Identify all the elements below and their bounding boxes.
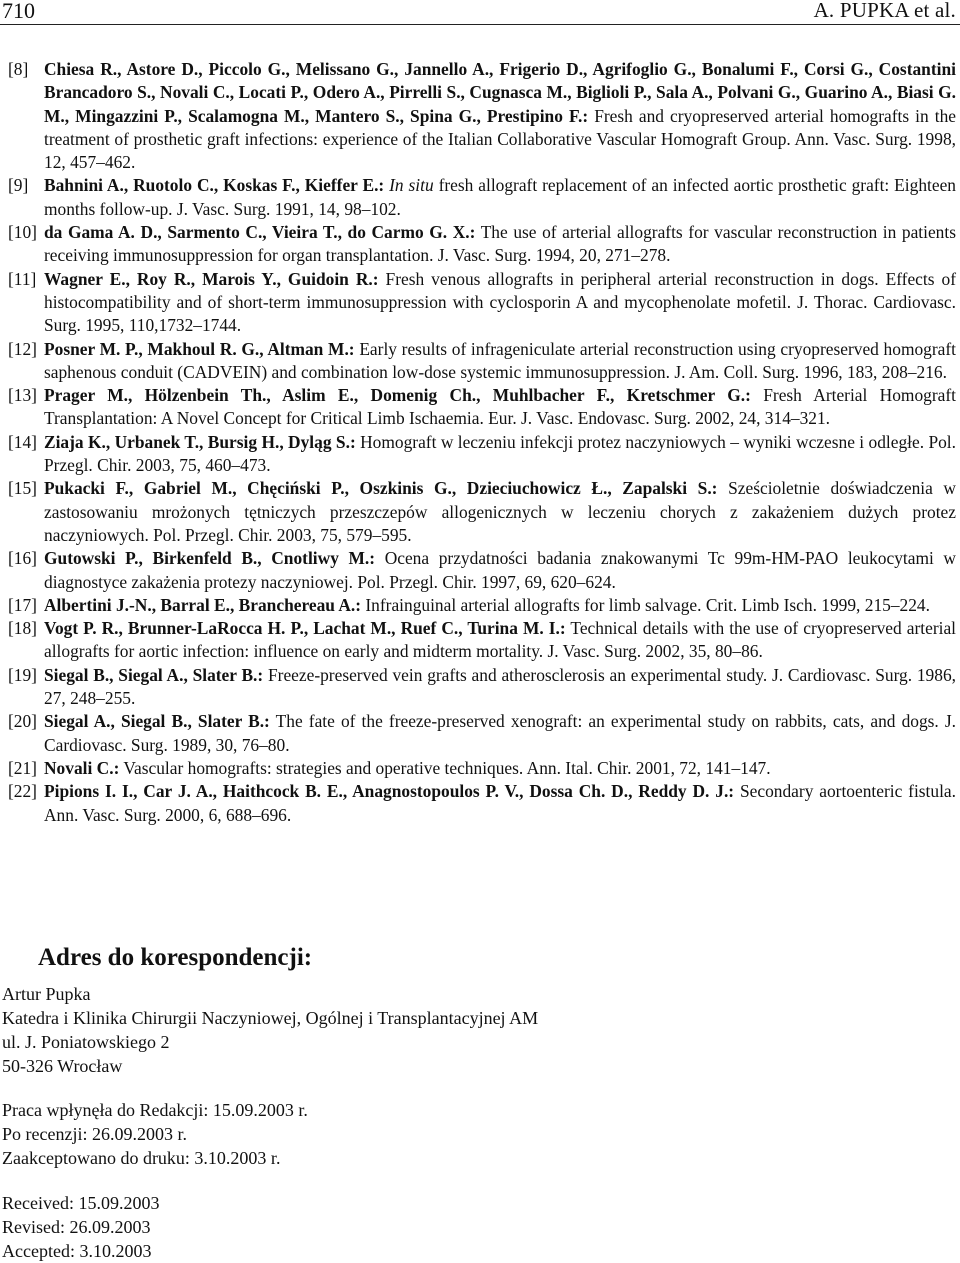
reference-number: [19] <box>8 664 37 685</box>
reference-text: The fate of the freeze-preserved xenograft: an experimental study on rabbits, cats, and dogs. J. Cardiovasc. Surg. 1989, 30, 76–80. <box>44 711 956 755</box>
reference-item <box>0 431 956 478</box>
dates-english <box>2 1191 159 1263</box>
reference-text: Secondary aortoenteric fistula. Ann. Vasc. Surg. 2000, 6, 688–696. <box>44 781 956 825</box>
reference-item <box>0 221 956 268</box>
reference-number: [8] <box>8 59 29 79</box>
reference-authors: Wagner E., Roy R., Marois Y., Guidoin R.: <box>44 268 379 289</box>
reference-text: The use of arterial allografts for vascular reconstruction in patients receiving immunosuppression for organ transplantation. J. Vasc. Surg. 1994, 20, 271–278. <box>44 222 956 266</box>
date-received-en: Received: 15.09.2003 <box>2 1193 160 1213</box>
reference-authors: Pipions I. I., Car J. A., Haithcock B. E., Anagnostopoulos P. V., Dossa Ch. D., Reddy D. J.: <box>44 781 735 802</box>
reference-text: Fresh venous allografts in peripheral arterial reconstruction in dogs. Effects of histocompatibility and of short-term immunosuppression with cyclosporin A and mycophenolate mofetil. J. Thorac. Cardiovasc. Surg. 1995, 110,1732–1744. <box>44 268 956 336</box>
reference-text: Technical details with the use of cryopreserved arterial allografts for aortic infection: influence on early and midterm mortality. J. Vasc. Surg. 2002, 35, 80–86. <box>44 618 956 662</box>
reference-number: [11] <box>8 268 37 289</box>
reference-number: [17] <box>8 594 37 615</box>
reference-number: [21] <box>8 757 37 778</box>
page-number: 710 <box>2 0 35 23</box>
reference-number: [13] <box>8 385 37 406</box>
reference-item <box>0 780 956 827</box>
dates-polish <box>2 1098 308 1170</box>
reference-authors: Bahnini A., Ruotolo C., Koskas F., Kieffer E.: <box>44 175 385 196</box>
reference-number: [18] <box>8 618 37 639</box>
reference-authors: Posner M. P., Makhoul R. G., Altman M.: <box>44 338 355 359</box>
reference-item <box>0 477 956 547</box>
correspondence-address <box>2 982 538 1078</box>
correspondence-street: ul. J. Poniatowskiego 2 <box>2 1032 170 1052</box>
reference-text: fresh allograft replacement of an infected aortic prosthetic graft: Eighteen months follow-up. J. Vasc. Surg. 1991, 14, 98–102. <box>44 175 956 219</box>
reference-item <box>0 268 956 338</box>
reference-text: Homograft w leczeniu infekcji protez naczyniowych – wyniki wczesne i odległe. Pol. Przegl. Chir. 2003, 75, 460–473. <box>44 431 956 476</box>
reference-number: [12] <box>8 338 37 359</box>
reference-authors: Novali C.: <box>44 757 120 778</box>
date-revised-en: Revised: 26.09.2003 <box>2 1217 151 1237</box>
reference-item <box>0 617 956 664</box>
date-revised-pl: Po recenzji: 26.09.2003 r. <box>2 1124 187 1144</box>
correspondence-city: 50-326 Wrocław <box>2 1056 123 1076</box>
reference-item <box>0 664 956 711</box>
reference-authors: Vogt P. R., Brunner-LaRocca H. P., Lachat M., Ruef C., Turina M. I.: <box>44 618 566 639</box>
reference-text: Early results of infrageniculate arterial reconstruction using cryopreserved homograft saphenous conduit (CADVEIN) and combination low-dose systemic immunosuppression. J. Am. Coll. Surg. 1996, 183, 208–216. <box>44 338 956 382</box>
reference-italic-term: In situ <box>389 175 434 196</box>
reference-text: Vascular homografts: strategies and operative techniques. Ann. Ital. Chir. 2001, 72, 141–147. <box>123 757 771 778</box>
reference-item <box>0 710 956 757</box>
reference-authors: Albertini J.-N., Barral E., Branchereau A.: <box>44 594 362 615</box>
reference-list <box>0 58 956 827</box>
reference-number: [14] <box>8 431 37 452</box>
reference-authors: Gutowski P., Birkenfeld B., Cnotliwy M.: <box>44 548 376 569</box>
reference-item <box>0 338 956 385</box>
reference-number: [9] <box>8 175 29 196</box>
correspondence-department: Katedra i Klinika Chirurgii Naczyniowej, Ogólnej i Transplantacyjnej AM <box>2 1008 539 1028</box>
date-accepted-en: Accepted: 3.10.2003 <box>2 1241 152 1261</box>
reference-item <box>0 58 956 174</box>
reference-number: [20] <box>8 711 37 732</box>
reference-text: Fresh and cryopreserved arterial homografts in the treatment of prosthetic graft infections: experience of the Italian Collaborative Vascular Homograft Group. Ann. Vasc. Surg. 1998, 12, 457–462. <box>44 105 956 173</box>
reference-text: Ocena przydatności badania znakowanymi Tc 99m-HM-PAO leukocytami w diagnostyce zakażenia protezy naczyniowej. Pol. Przegl. Chir. 1997, 69, 620–624. <box>44 548 956 592</box>
reference-authors: Pukacki F., Gabriel M., Chęciński P., Oszkinis G., Dzieciuchowicz Ł., Zapalski S.: <box>44 478 718 499</box>
reference-authors: Ziaja K., Urbanek T., Bursig H., Dyląg S.: <box>44 431 356 452</box>
reference-authors: da Gama A. D., Sarmento C., Vieira T., do Carmo G. X.: <box>44 222 476 243</box>
reference-authors: Chiesa R., Astore D., Piccolo G., Melissano G., Jannello A., Frigerio D., Agrifoglio G., Bonalumi F., Corsi G., Costantini Brancadoro S., Novali C., Locati P., Odero A., Pirrelli S., Cugnasca M., Biglioli P., Sala A., Polvani G., Guarino A., Biasi G. M., Mingazzini P., Scalamogna M., Mantero S., Spina G., Prestipino F.: <box>44 59 956 126</box>
reference-number: [22] <box>8 781 37 802</box>
reference-number: [10] <box>8 222 37 243</box>
reference-item <box>0 757 956 780</box>
reference-number: [15] <box>8 478 37 499</box>
running-head: A. PUPKA et al. <box>813 0 956 22</box>
reference-item <box>0 384 956 431</box>
reference-item <box>0 174 956 221</box>
correspondence-name: Artur Pupka <box>2 984 91 1004</box>
reference-item <box>0 594 956 617</box>
date-received-pl: Praca wpłynęła do Redakcji: 15.09.2003 r. <box>2 1100 308 1120</box>
reference-item <box>0 547 956 594</box>
reference-text: Sześcioletnie doświadczenia w zastosowaniu mrożonych tętniczych przeszczepów allogenicznych w leczeniu chorych z zakażeniem dużych protez naczyniowych. Pol. Przegl. Chir. 2003, 75, 579–595. <box>44 478 956 545</box>
reference-authors: Siegal A., Siegal B., Slater B.: <box>44 711 270 732</box>
reference-authors: Prager M., Hölzenbein Th., Aslim E., Domenig Ch., Muhlbacher F., Kretschmer G.: <box>44 385 751 406</box>
reference-text: Freeze-preserved vein grafts and atherosclerosis an experimental study. J. Cardiovasc. Surg. 1986, 27, 248–255. <box>44 664 956 709</box>
page-header <box>0 0 960 25</box>
date-accepted-pl: Zaakceptowano do druku: 3.10.2003 r. <box>2 1148 281 1168</box>
reference-authors: Siegal B., Siegal A., Slater B.: <box>44 664 264 685</box>
reference-number: [16] <box>8 548 37 569</box>
reference-text: Fresh Arterial Homograft Transplantation: A Novel Concept for Critical Limb Ischaemia. Eur. J. Vasc. Endovasc. Surg. 2002, 24, 314–321. <box>44 385 956 429</box>
reference-text: Infrainguinal arterial allografts for limb salvage. Crit. Limb Isch. 1999, 215–224. <box>365 594 930 615</box>
correspondence-heading: Adres do korespondencji: <box>38 944 313 971</box>
